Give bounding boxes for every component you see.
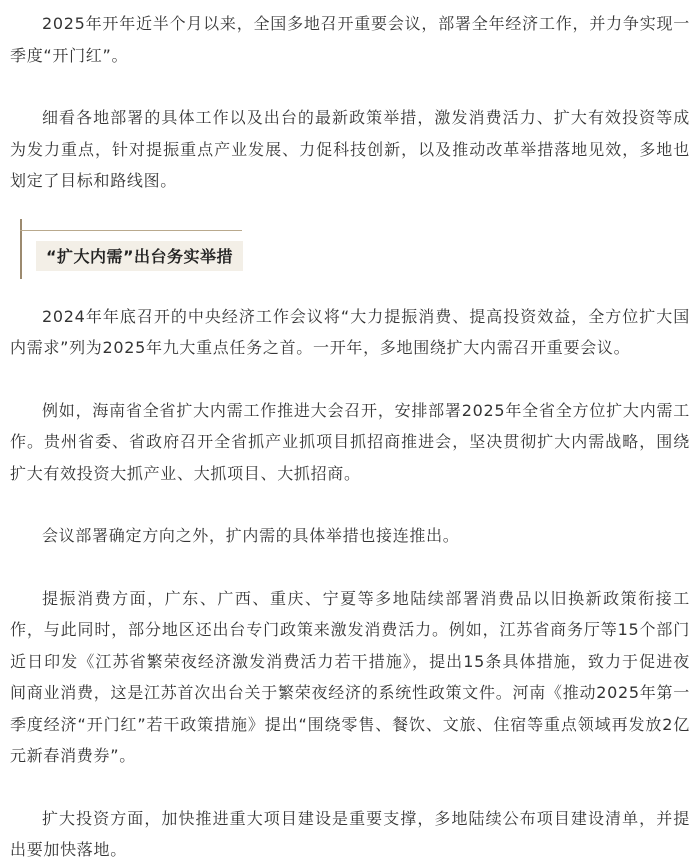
paragraph-spacer — [10, 279, 690, 301]
heading-vertical-rule — [20, 219, 22, 279]
paragraph-intro-2: 细看各地部署的具体工作以及出台的最新政策举措，激发消费活力、扩大有效投资等成为发力重点，针对提振重点产业发展、力促科技创新，以及推动改革举措落地见效，多地也划定了目标和路线图。 — [10, 108, 690, 190]
paragraph-intro-1: 2025年开年近半个月以来，全国多地召开重要会议，部署全年经济工作，并力争实现一季度“开门红”。 — [10, 14, 690, 65]
heading-label-box — [36, 241, 243, 271]
paragraph-body-5: 扩大投资方面，加快推进重大项目建设是重要支撑，多地陆续公布项目建设清单，并提出要加快落地。 — [10, 808, 690, 859]
paragraph-body-2: 例如，海南省全省扩大内需工作推进大会召开，安排部署2025年全省全方位扩大内需工作。贵州省委、省政府召开全省抓产业抓项目抓招商推进会，坚决贯彻扩大内需战略，围绕扩大有效投资大抓产业、大抓项目、大抓招商。 — [10, 400, 690, 483]
paragraph-spacer — [10, 552, 690, 583]
paragraph-spacer — [10, 197, 690, 219]
paragraph-body-3: 会议部署确定方向之外，扩内需的具体举措也接连推出。 — [42, 526, 460, 545]
paragraph-spacer — [10, 489, 690, 520]
paragraph-body-1: 2024年年底召开的中央经济工作会议将“大力提振消费、提高投资效益，全方位扩大国内需求”列为2025年九大重点任务之首。一开年，多地围绕扩大内需召开重要会议。 — [10, 306, 690, 357]
paragraph-spacer — [10, 772, 690, 803]
paragraph-spacer — [10, 71, 690, 102]
section-heading — [10, 219, 690, 279]
article-body — [10, 8, 690, 866]
heading-horizontal-rule — [20, 230, 242, 231]
section-heading-text: “扩大内需”出台务实举措 — [46, 247, 234, 266]
paragraph-spacer — [10, 364, 690, 395]
paragraph-body-4: 提振消费方面，广东、广西、重庆、宁夏等多地陆续部署消费品以旧换新政策衔接工作，与此同时，部分地区还出台专门政策来激发消费活力。例如，江苏省商务厅等15个部门近日印发《江苏省繁荣夜经济激发消费活力若干措施》，提出15条具体措施，致力于促进夜间商业消费，这是江苏首次出台关于繁荣夜经济的系统性政策文件。河南《推动2025年第一季度经济“开门红”若干政策措施》提出“围绕零售、餐饮、文旅、住宿等重点领域再发放2亿元新春消费券”。 — [10, 588, 690, 765]
